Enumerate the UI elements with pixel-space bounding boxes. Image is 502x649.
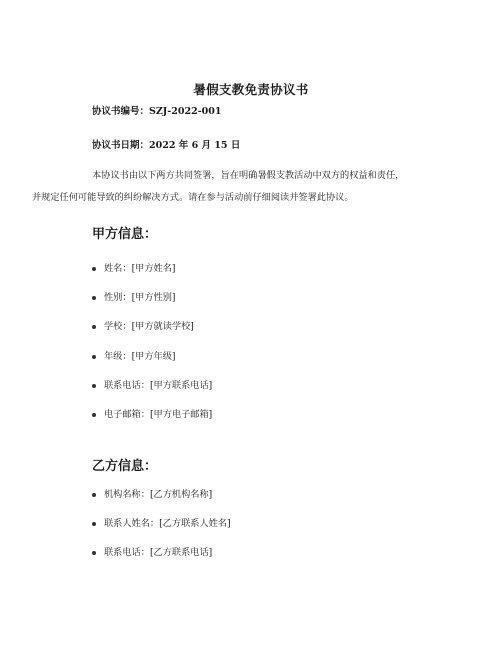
item-value: [甲方电子邮箱]	[149, 408, 213, 420]
list-item	[92, 379, 212, 408]
agreement-date	[92, 137, 240, 151]
agreement-date-label: 协议书日期：	[92, 140, 150, 151]
item-label: 电子邮箱：	[104, 408, 150, 420]
bullet-icon	[92, 493, 96, 497]
bullet-icon	[92, 522, 96, 526]
item-label: 联系电话：	[104, 379, 150, 391]
item-value: [甲方性别]	[131, 292, 176, 304]
item-label: 性别：	[104, 292, 132, 304]
intro-paragraph	[32, 165, 442, 209]
list-item	[92, 488, 231, 517]
list-item	[92, 350, 212, 379]
bullet-icon	[92, 384, 96, 388]
list-item	[92, 320, 212, 349]
party-a-heading: 甲方信息：	[92, 227, 158, 242]
party-b-heading: 乙方信息：	[92, 459, 158, 474]
bullet-icon	[92, 551, 96, 555]
item-value: [乙方联系人姓名]	[159, 518, 231, 530]
item-value: [乙方联系电话]	[149, 547, 213, 559]
item-value: [甲方年级]	[131, 350, 176, 362]
item-label: 学校：	[104, 321, 132, 333]
agreement-date-value: 2022 年 6 月 15 日	[149, 140, 241, 151]
item-label: 年级：	[104, 350, 132, 362]
intro-line-2: 并规定任何可能导致的纠纷解决方式。请在参与活动前仔细阅读并签署此协议。	[32, 192, 354, 203]
document-title: 暑假支教免责协议书	[193, 82, 309, 97]
agreement-number	[92, 103, 221, 117]
list-item	[92, 408, 212, 437]
bullet-icon	[92, 413, 96, 417]
item-label: 联系人姓名：	[104, 518, 160, 530]
agreement-number-label: 协议书编号：	[92, 106, 150, 117]
bullet-icon	[92, 355, 96, 359]
item-label: 联系电话：	[104, 547, 150, 559]
item-label: 姓名：	[104, 263, 132, 274]
item-value: [甲方就读学校]	[131, 321, 194, 333]
list-item	[92, 546, 231, 575]
party-a-list	[92, 262, 212, 437]
intro-line-1: 本协议书由以下两方共同签署，旨在明确暑假支教活动中双方的权益和责任，	[92, 170, 405, 181]
item-value: [甲方联系电话]	[149, 379, 213, 391]
list-item	[92, 291, 212, 320]
agreement-number-value: SZJ-2022-001	[149, 106, 222, 117]
bullet-icon	[92, 325, 96, 329]
list-item	[92, 262, 212, 291]
party-b-list	[92, 488, 231, 576]
item-value: [乙方机构名称]	[149, 489, 213, 500]
list-item	[92, 517, 231, 546]
bullet-icon	[92, 296, 96, 300]
item-value: [甲方姓名]	[131, 263, 176, 274]
bullet-icon	[92, 267, 96, 271]
item-label: 机构名称：	[104, 489, 150, 500]
